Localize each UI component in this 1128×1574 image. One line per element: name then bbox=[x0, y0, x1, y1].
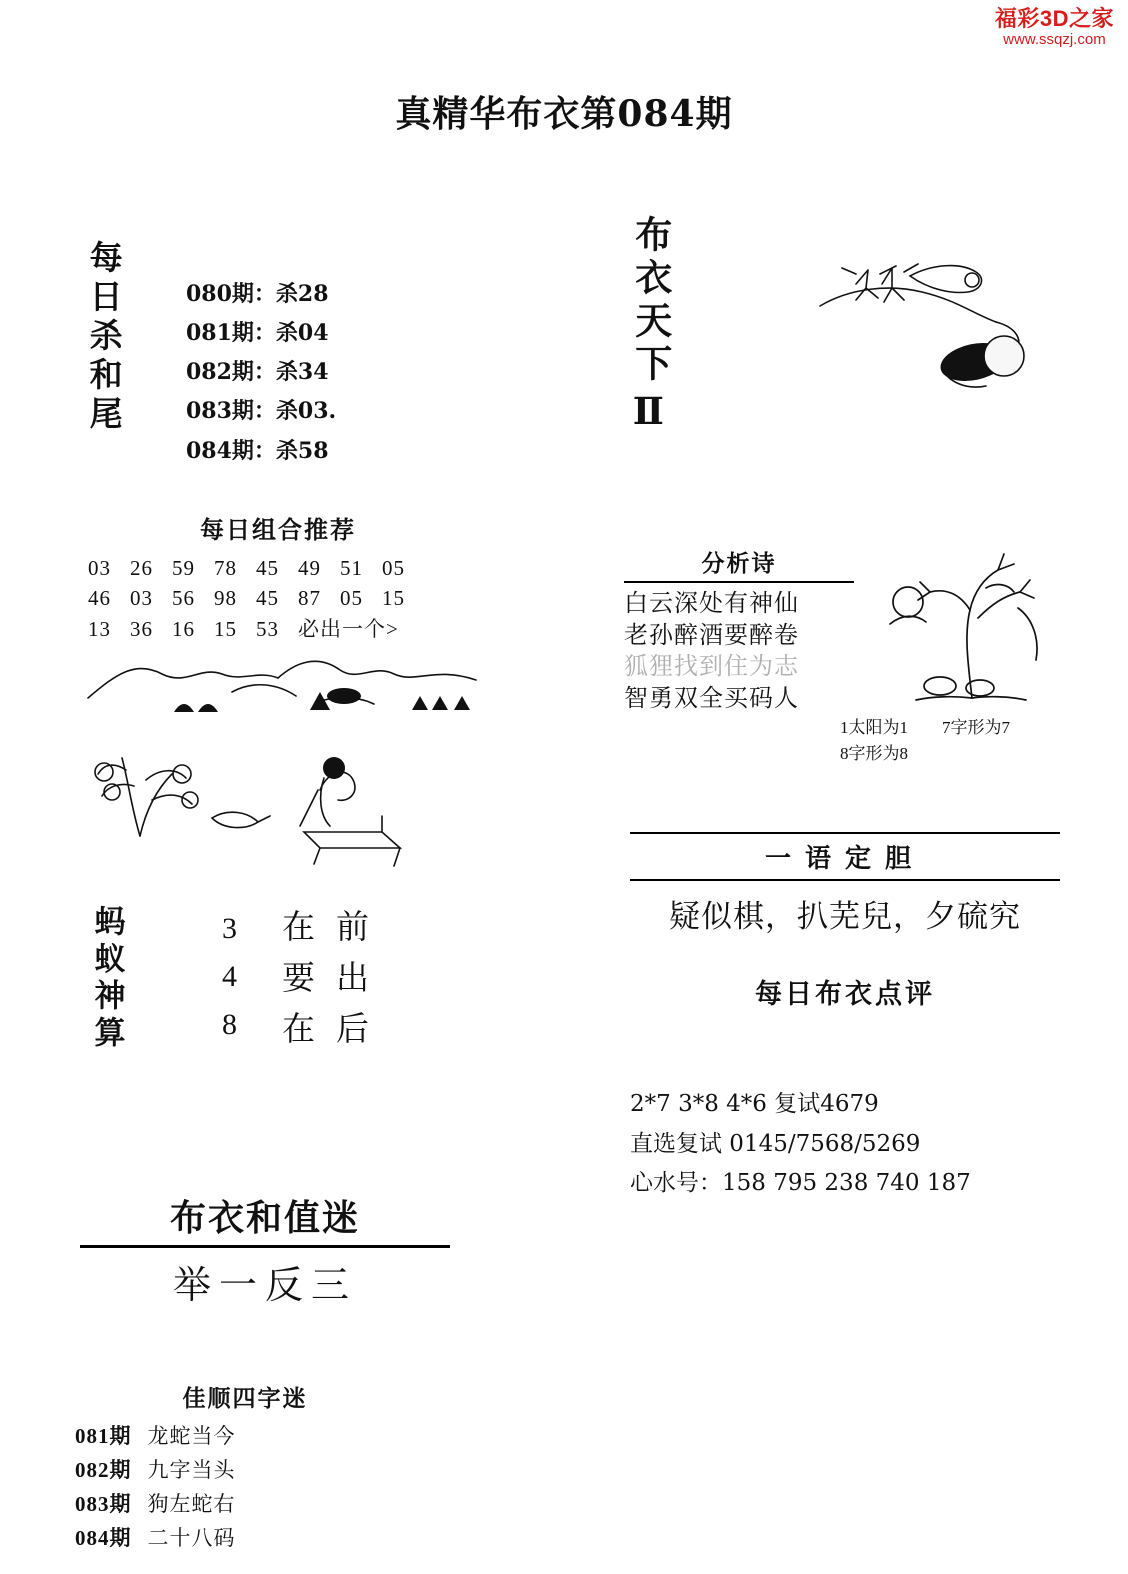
poem-line: 老孙醉酒要醉卷 bbox=[624, 622, 799, 649]
ant-word: 前 bbox=[336, 910, 369, 946]
ant-digit: 4 bbox=[222, 960, 237, 993]
ant-divination-title: 蚂蚁神算 bbox=[89, 905, 125, 1053]
combo-note: 必出一个> bbox=[298, 616, 399, 641]
poem-note: 1太阳为1 bbox=[840, 718, 908, 737]
combo-cell: 59 bbox=[172, 556, 195, 580]
list-item: 083期：杀03. bbox=[186, 398, 337, 425]
combo-cell: 51 bbox=[340, 556, 363, 580]
oneword-title: 一语定胆 bbox=[630, 832, 1060, 881]
sum-riddle-subtitle: 举一反三 bbox=[172, 1265, 357, 1307]
daily-comment-title: 每日布衣点评 bbox=[755, 979, 935, 1009]
period-label: 083期 bbox=[75, 1492, 132, 1517]
table-row bbox=[75, 1521, 415, 1555]
combo-cell: 56 bbox=[172, 586, 195, 611]
combo-cell: 15 bbox=[214, 616, 237, 641]
four-char-riddle-block bbox=[75, 1380, 415, 1555]
sum-riddle-block bbox=[80, 1190, 450, 1309]
sum-riddle-title: 布衣和值迷 bbox=[80, 1190, 450, 1248]
table-row bbox=[75, 1453, 415, 1487]
ant-word: 在 bbox=[282, 1012, 315, 1049]
riddle-text: 二十八码 bbox=[147, 1526, 236, 1551]
period-label: 082期 bbox=[75, 1458, 132, 1483]
period-label: 081期 bbox=[75, 1424, 132, 1448]
combo-cell: 26 bbox=[130, 556, 153, 580]
poem-note-line bbox=[840, 741, 1010, 767]
list-item: 081期：杀04 bbox=[186, 320, 329, 347]
watermark-brand: 福彩3D之家 bbox=[994, 6, 1114, 31]
riddle-text: 龙蛇当今 bbox=[147, 1424, 236, 1448]
poem-note: 8字形为8 bbox=[840, 744, 908, 764]
analysis-poem-block bbox=[624, 545, 854, 716]
combo-cell: 78 bbox=[214, 556, 237, 580]
table-row bbox=[75, 1487, 415, 1521]
combo-cell: 87 bbox=[298, 586, 321, 611]
list-item: 084期：杀58 bbox=[186, 437, 329, 464]
ant-word: 后 bbox=[336, 1012, 369, 1049]
combo-cell: 36 bbox=[130, 616, 153, 641]
buyi-tianxia-block bbox=[628, 215, 669, 434]
poem-line: 白云深处有神仙 bbox=[624, 591, 799, 617]
combo-cell: 13 bbox=[88, 616, 111, 641]
poem-note-line bbox=[840, 715, 1010, 741]
list-item: 080期：杀28 bbox=[186, 281, 329, 307]
watermark-url: www.ssqzj.com bbox=[1003, 31, 1106, 49]
combo-cell: 15 bbox=[382, 586, 405, 611]
combo-cell: 98 bbox=[214, 586, 237, 611]
poem-line: 狐狸找到住为志 bbox=[624, 654, 799, 681]
buyi-tianxia-sub: Ⅱ bbox=[632, 392, 664, 433]
buyi-tianxia-title: 布衣天下 bbox=[628, 215, 670, 387]
ant-digit: 8 bbox=[222, 1008, 237, 1041]
page-title: 真精华布衣第084期 bbox=[395, 93, 733, 135]
ant-words-column-1 bbox=[282, 903, 315, 1056]
oneword-block bbox=[630, 832, 1060, 936]
pick-row: 心水号：158 795 238 740 187 bbox=[630, 1170, 971, 1197]
pick-row: 2*7 3*8 4*6 复试4679 bbox=[630, 1091, 879, 1117]
combo-cell: 45 bbox=[256, 556, 279, 580]
combo-cell: 46 bbox=[88, 586, 111, 611]
combo-cell: 45 bbox=[256, 586, 279, 611]
ant-words-column-2 bbox=[336, 903, 369, 1056]
poem-note: 7字形为7 bbox=[942, 718, 1010, 737]
ant-word: 出 bbox=[336, 961, 369, 998]
combo-row bbox=[88, 553, 468, 583]
combo-title: 每日组合推荐 bbox=[200, 518, 356, 544]
two-figures-ink-drawing bbox=[760, 240, 1060, 420]
combo-recommendation bbox=[88, 510, 468, 644]
daily-kill-title: 每日杀和尾 bbox=[84, 240, 124, 435]
riddle-text: 狗左蛇右 bbox=[147, 1492, 236, 1517]
pick-row: 直选复试 0145/7568/5269 bbox=[630, 1130, 921, 1157]
table-row bbox=[75, 1419, 415, 1453]
site-watermark bbox=[995, 6, 1114, 49]
oneword-text: 疑似棋，扒芜兒，夕硫究 bbox=[669, 899, 1021, 934]
analysis-poem-title: 分析诗 bbox=[624, 545, 854, 583]
combo-cell: 05 bbox=[340, 586, 363, 611]
tree-ink-drawing bbox=[868, 548, 1078, 718]
ant-digits bbox=[222, 905, 237, 1049]
list-item: 082期：杀34 bbox=[186, 359, 329, 386]
combo-row bbox=[88, 583, 468, 613]
ant-digit: 3 bbox=[222, 912, 237, 945]
ant-word: 在 bbox=[282, 910, 315, 946]
ant-word: 要 bbox=[282, 961, 315, 998]
combo-cell: 53 bbox=[256, 616, 279, 641]
combo-cell: 03 bbox=[130, 586, 153, 611]
four-char-title: 佳顺四字迷 bbox=[182, 1386, 308, 1411]
combo-cell: 16 bbox=[172, 616, 195, 641]
landscape-ink-drawing bbox=[82, 640, 482, 870]
daily-kill-list bbox=[186, 275, 336, 471]
period-label: 084期 bbox=[75, 1526, 132, 1551]
poem-line: 智勇双全买码人 bbox=[624, 686, 799, 713]
riddle-text: 九字当头 bbox=[147, 1458, 236, 1483]
combo-cell: 49 bbox=[298, 556, 321, 580]
poem-notes bbox=[840, 715, 1010, 768]
combo-cell: 03 bbox=[88, 556, 111, 580]
picks-block bbox=[630, 1085, 1070, 1204]
combo-cell: 05 bbox=[382, 556, 405, 580]
